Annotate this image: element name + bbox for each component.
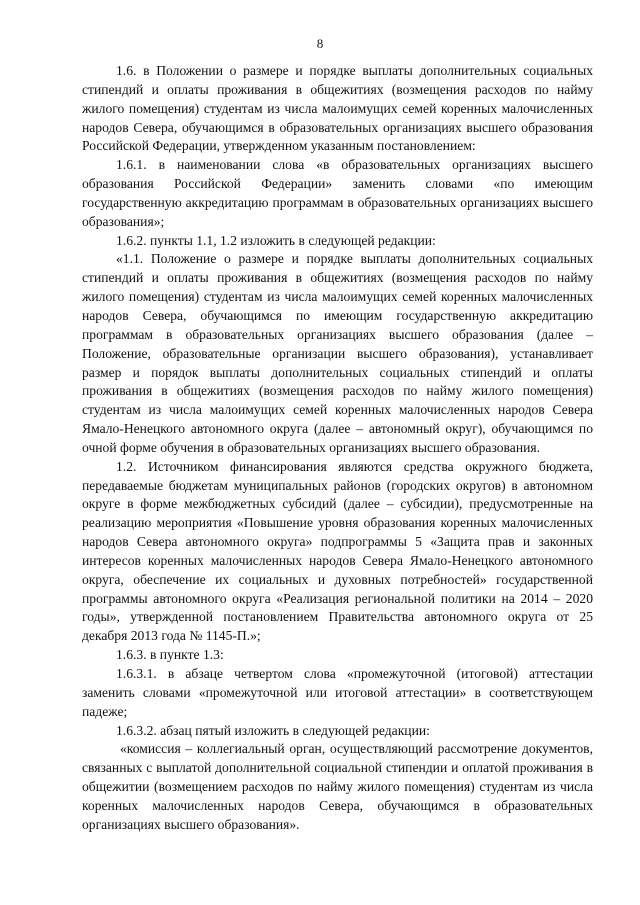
document-body [82, 62, 593, 835]
paragraph-1-6-3-1: 1.6.3.1. в абзаце четвертом слова «промежуточной (итоговой) аттестации заменить словами «промежуточной или итоговой аттестации» в соответствующем падеже; [82, 666, 593, 719]
paragraph-quoted-1-1: «1.1. Положение о размере и порядке выплаты дополнительных социальных стипендий и оплаты проживания в общежитиях (возмещения расходов по найму жилого помещения) студентам из числа малоимущих семей коренных малочисленных народов Севера, обучающимся по имеющим государственную аккредитацию программам в образовательных организациях высшего образования (далее – Положение, образовательные организации высшего образования), устанавливает размер и порядок выплаты дополнительных социальных стипендий и оплаты проживания в общежитиях (возмещения расходов по найму жилого помещения) студентам из числа малоимущих семей коренных малочисленных народов Севера Ямало-Ненецкого автономного округа (далее – автономный округ), обучающимся по очной форме обучения в образовательных организациях высшего образования. [82, 251, 593, 455]
paragraph-1-6-1: 1.6.1. в наименовании слова «в образовательных организациях высшего образования Российской Федерации» заменить словами «по имеющим государственную аккредитацию программам в образовательных организациях высшего образования»; [82, 157, 593, 229]
paragraph-1-6-3: 1.6.3. в пункте 1.3: [116, 647, 224, 663]
paragraph-quoted-1-2: 1.2. Источником финансирования являются средства окружного бюджета, передаваемые бюджетам муниципальных районов (городских округов) в автономном округе в форме межбюджетных субсидий (далее – субсидии), предусмотренные на реализацию мероприятия «Повышение уровня образования коренных малочисленных народов Севера автономного округа» подпрограммы 5 «Защита прав и законных интересов коренных малочисленных народов Севера Ямало-Ненецкого автономного округа, обеспечение их социальных и духовных потребностей» государственной программы автономного округа «Реализация региональной политики на 2014 – 2020 годы», утвержденной постановлением Правительства автономного округа от 25 декабря 2013 года № 1145-П.»; [82, 458, 593, 644]
paragraph-1-6: 1.6. в Положении о размере и порядке выплаты дополнительных социальных стипендий и оплаты проживания в общежитиях (возмещения расходов по найму жилого помещения) студентам из числа малоимущих семей коренных малочисленных народов Севера, обучающимся в образовательных организациях высшего образования Российской Федерации, утвержденном указанным постановлением: [82, 63, 593, 154]
page-number: 8 [316, 36, 324, 51]
paragraph-quoted-commission: «комиссия – коллегиальный орган, осуществляющий рассмотрение документов, связанных с выплатой дополнительной социальной стипендии и оплатой проживания в общежитии (возмещением расходов по найму жилого помещения) студентам из числа коренных малочисленных народов Севера, обучающимся в образовательных организациях высшего образования». [82, 741, 593, 832]
paragraph-1-6-3-2: 1.6.3.2. абзац пятый изложить в следующей редакции: [116, 722, 430, 738]
paragraph-1-6-2: 1.6.2. пункты 1.1, 1.2 изложить в следующей редакции: [116, 232, 436, 248]
